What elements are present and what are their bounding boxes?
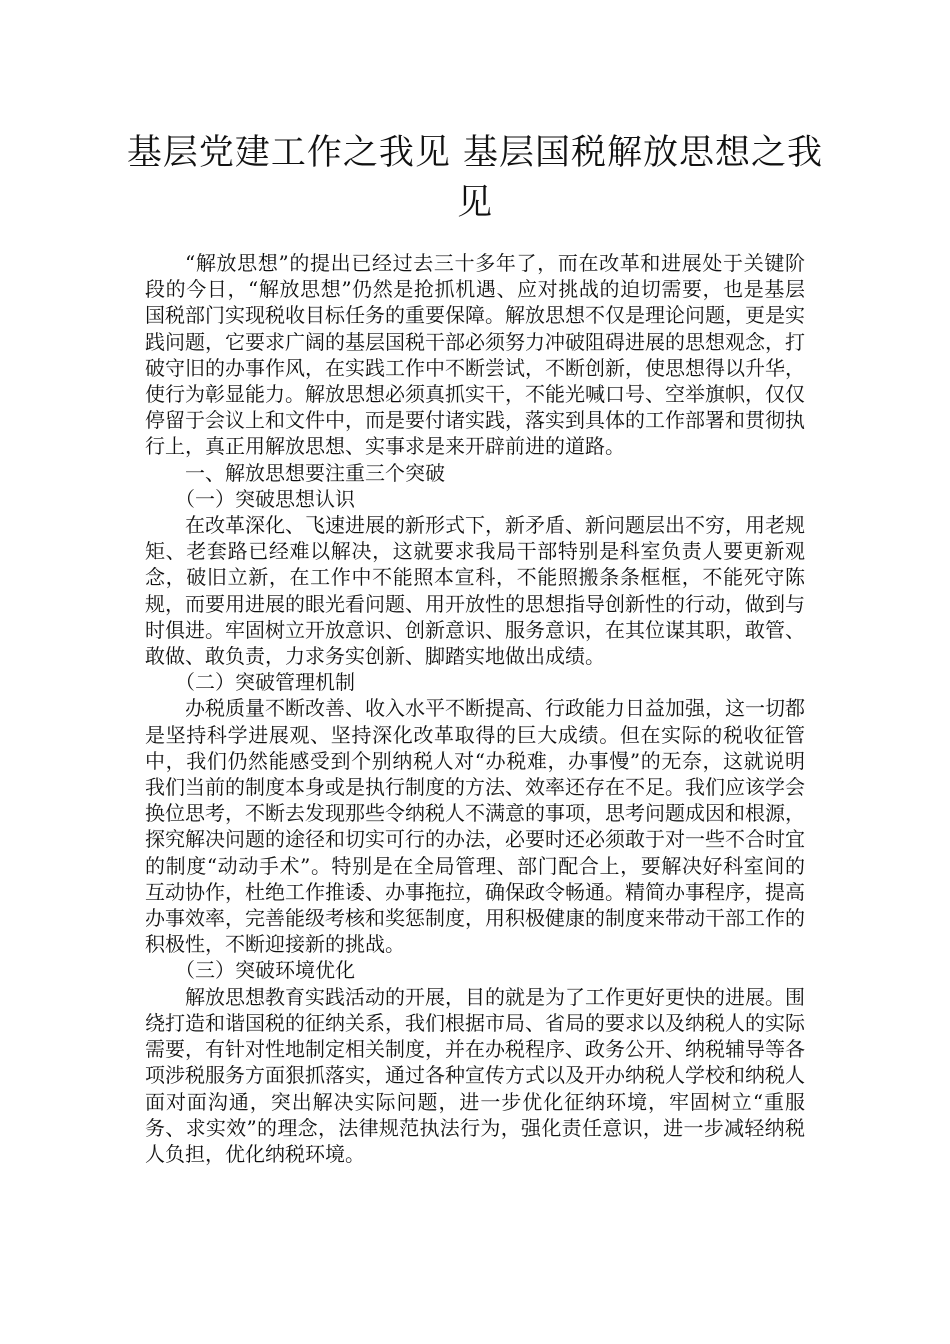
paragraph-thinking: 在改革深化、飞速进展的新形式下，新矛盾、新问题层出不穷，用老规矩、老套路已经难以解决，这就要求我局干部特别是科室负责人要更新观念，破旧立新，在工作中不能照本宣科，不能照搬条条框框，不能死守陈规，而要用进展的眼光看问题、用开放性的思想指导创新性的行动，做到与时俱进。牢固树立开放意识、创新意识、服务意识，在其位谋其职，敢管、敢做、敢负责，力求务实创新、脚踏实地做出成绩。 (145, 513, 805, 669)
subheading-1: （一）突破思想认识 (175, 486, 355, 511)
document-title: 基层党建工作之我见 基层国税解放思想之我见 (126, 133, 824, 223)
paragraph-intro: “解放思想”的提出已经过去三十多年了，而在改革和进展处于关键阶段的今日，“解放思想”仍然是抢抓机遇、应对挑战的迫切需要，也是基层国税部门实现税收目标任务的重要保障。解放思想不仅是理论问题，更是实践问题，它要求广阔的基层国税干部必须努力冲破阻碍进展的思想观念，打破守旧的办事作风，在实践工作中不断尝试，不断创新，使思想得以升华，使行为彰显能力。解放思想必须真抓实干，不能光喊口号、空举旗帜，仅仅停留于会议上和文件中，而是要付诸实践，落实到具体的工作部署和贯彻执行上，真正用解放思想、实事求是来开辟前进的道路。 (145, 251, 805, 459)
section-heading-1: 一、解放思想要注重三个突破 (185, 460, 445, 485)
subheading-2: （二）突破管理机制 (175, 670, 355, 695)
paragraph-environment: 解放思想教育实践活动的开展，目的就是为了工作更好更快的进展。围绕打造和谐国税的征纳关系，我们根据市局、省局的要求以及纳税人的实际需要，有针对性地制定相关制度，并在办税程序、政务公开、纳税辅导等各项涉税服务方面狠抓落实，通过各种宣传方式以及开办纳税人学校和纳税人面对面沟通，突出解决实际问题，进一步优化征纳环境，牢固树立“重服务、求实效”的理念，法律规范执法行为，强化责任意识，进一步减轻纳税人负担，优化纳税环境。 (145, 984, 805, 1166)
document-body (145, 250, 805, 1167)
paragraph-management: 办税质量不断改善、收入水平不断提高、行政能力日益加强，这一切都是坚持科学进展观、坚持深化改革取得的巨大成绩。但在实际的税收征管中，我们仍然能感受到个别纳税人对“办税难，办事慢”的无奈，这就说明我们当前的制度本身或是执行制度的方法、效率还存在不足。我们应该学会换位思考，不断去发现那些令纳税人不满意的事项，思考问题成因和根源，探究解决问题的途径和切实可行的办法，必要时还必须敢于对一些不合时宜的制度“动动手术”。特别是在全局管理、部门配合上，要解决好科室间的互动协作，杜绝工作推诿、办事拖拉，确保政令畅通。精简办事程序，提高办事效率，完善能级考核和奖惩制度，用积极健康的制度来带动干部工作的积极性，不断迎接新的挑战。 (145, 696, 805, 957)
subheading-3: （三）突破环境优化 (175, 958, 355, 983)
